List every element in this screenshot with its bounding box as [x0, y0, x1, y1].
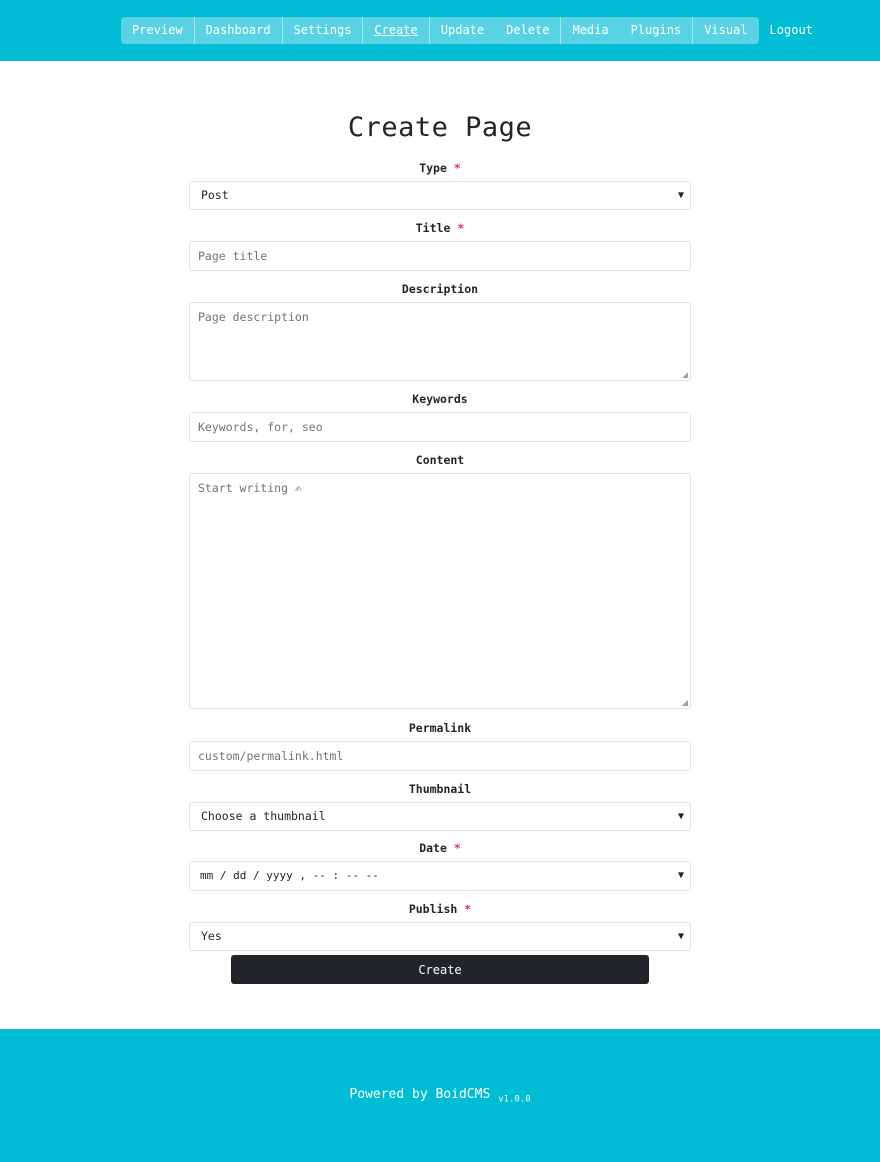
- required-mark: *: [464, 902, 472, 916]
- resize-grip-icon[interactable]: [682, 372, 688, 378]
- date-input[interactable]: mm / dd / yyyy , -- : -- -- ▼: [189, 861, 691, 891]
- nav-plugins[interactable]: Plugins: [630, 23, 682, 37]
- content-label: Content: [415, 453, 465, 467]
- brand-link[interactable]: BoidCMS: [435, 1087, 491, 1102]
- caret-down-icon: ▼: [677, 870, 684, 881]
- type-select[interactable]: Post ▼: [189, 181, 691, 210]
- nav-update[interactable]: Update: [429, 17, 495, 44]
- thumbnail-label: Thumbnail: [408, 782, 472, 796]
- main-nav: [121, 17, 813, 44]
- date-label: Date *: [419, 841, 461, 855]
- publish-label: Publish *: [408, 902, 472, 916]
- description-textarea[interactable]: Page description: [189, 302, 691, 381]
- resize-grip-icon[interactable]: [682, 700, 688, 706]
- nav-delete[interactable]: Delete: [506, 23, 550, 37]
- caret-down-icon: ▼: [677, 931, 684, 942]
- nav-create[interactable]: Create: [362, 17, 428, 44]
- type-label: Type *: [419, 161, 461, 175]
- create-button[interactable]: Create: [231, 955, 649, 984]
- nav-settings[interactable]: Settings: [282, 17, 363, 44]
- version-label: v1.0.0: [498, 1094, 531, 1105]
- nav-logout[interactable]: Logout: [769, 23, 813, 37]
- title-label: Title *: [415, 221, 465, 235]
- footer: [0, 1029, 880, 1162]
- caret-down-icon: ▼: [677, 811, 684, 822]
- nav-media[interactable]: Media: [560, 17, 619, 44]
- content-textarea[interactable]: Start writing ✍: [189, 473, 691, 709]
- permalink-label: Permalink: [408, 721, 472, 735]
- title-input[interactable]: Page title: [189, 241, 691, 271]
- required-mark: *: [453, 841, 461, 855]
- nav-visual[interactable]: Visual: [692, 17, 758, 44]
- required-mark: *: [457, 221, 465, 235]
- caret-down-icon: ▼: [677, 190, 684, 201]
- keywords-input[interactable]: Keywords, for, seo: [189, 412, 691, 442]
- powered-by: Powered by BoidCMS $_{v1.0.0}$: [349, 1087, 531, 1105]
- required-mark: *: [453, 161, 461, 175]
- thumbnail-select[interactable]: Choose a thumbnail ▼: [189, 802, 691, 831]
- permalink-input[interactable]: custom/permalink.html: [189, 741, 691, 771]
- publish-select[interactable]: Yes ▼: [189, 922, 691, 951]
- nav-preview[interactable]: Preview: [132, 23, 183, 37]
- nav-dashboard[interactable]: Dashboard: [194, 17, 282, 44]
- top-bar: [0, 0, 880, 61]
- keywords-label: Keywords: [412, 392, 468, 406]
- description-label: Description: [401, 282, 479, 296]
- page-title: Create Page: [347, 112, 533, 143]
